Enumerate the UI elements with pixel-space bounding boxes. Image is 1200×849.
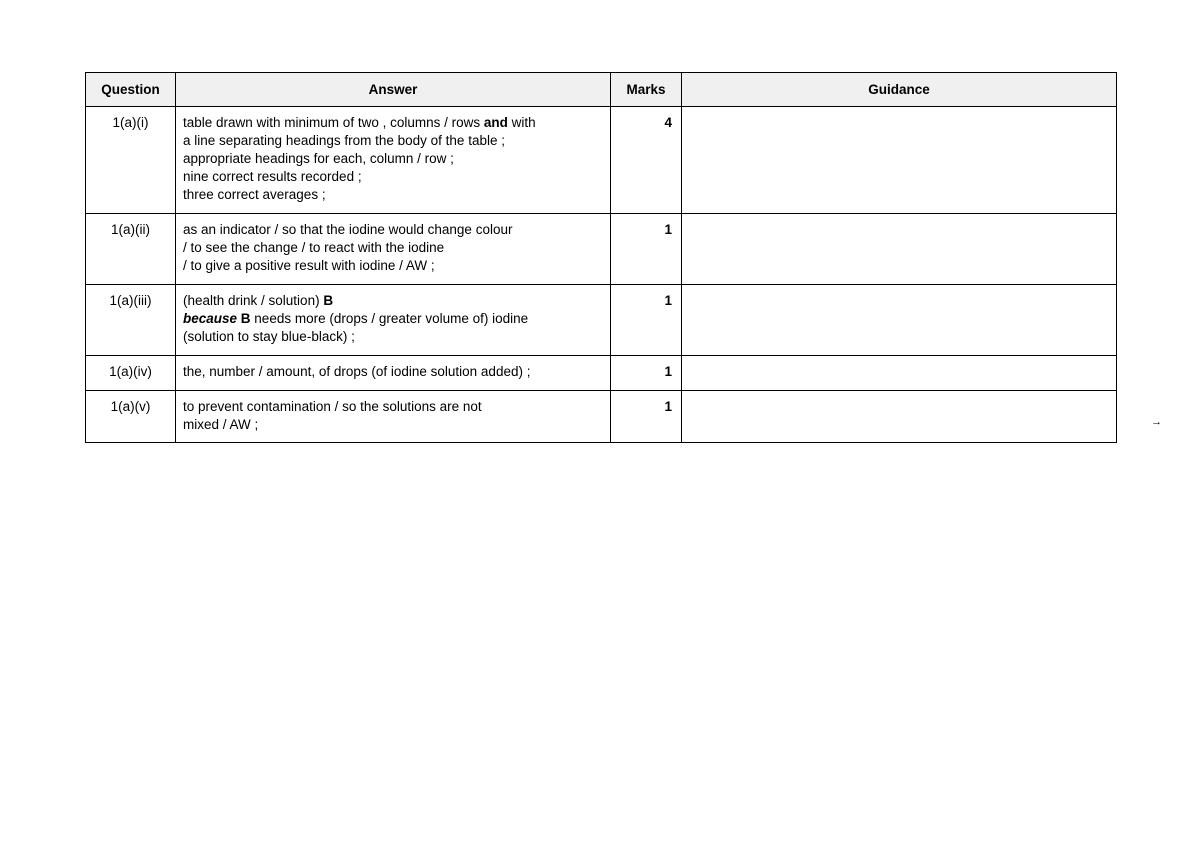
answer-line: as an indicator / so that the iodine would change colour xyxy=(183,222,513,237)
table-header xyxy=(86,73,1117,107)
table-row xyxy=(86,214,1117,285)
answer-line: the, number / amount, of drops (of iodine solution added) ; xyxy=(183,364,531,379)
answer-cell xyxy=(176,285,611,356)
answer-line: three correct averages ; xyxy=(183,187,326,202)
marks-value: 1 xyxy=(611,356,682,391)
header-marks: Marks xyxy=(611,73,682,107)
answer-line: (solution to stay blue-black) ; xyxy=(183,329,355,344)
guidance-cell xyxy=(682,285,1117,356)
table-row xyxy=(86,285,1117,356)
answer-text: needs more (drops / greater volume of) iodine xyxy=(250,311,529,326)
answer-cell xyxy=(176,214,611,285)
answer-line: / to see the change / to react with the iodine xyxy=(183,240,445,255)
marks-value: 1 xyxy=(611,391,682,443)
answer-line xyxy=(183,292,604,310)
answer-cell xyxy=(176,356,611,391)
question-number: 1(a)(ii) xyxy=(86,214,176,285)
answer-text: (health drink / solution) xyxy=(183,293,324,308)
answer-cell xyxy=(176,107,611,214)
mark-scheme-table xyxy=(85,72,1117,443)
question-number: 1(a)(iv) xyxy=(86,356,176,391)
answer-text: table drawn with minimum of two , columns / rows xyxy=(183,115,484,130)
table-row xyxy=(86,107,1117,214)
marks-value: 4 xyxy=(611,107,682,214)
answer-line xyxy=(183,114,604,132)
guidance-cell xyxy=(682,214,1117,285)
header-question: Question xyxy=(86,73,176,107)
table-row xyxy=(86,356,1117,391)
answer-line xyxy=(183,310,604,328)
question-number: 1(a)(i) xyxy=(86,107,176,214)
answer-bold-text: and xyxy=(483,115,508,130)
marks-value: 1 xyxy=(611,285,682,356)
header-answer: Answer xyxy=(176,73,611,107)
answer-bold-text: B xyxy=(237,311,251,326)
answer-line: nine correct results recorded ; xyxy=(183,169,362,184)
guidance-cell xyxy=(682,356,1117,391)
question-number: 1(a)(v) xyxy=(86,391,176,443)
answer-line: to prevent contamination / so the solutions are not xyxy=(183,399,482,414)
answer-line: mixed / AW ; xyxy=(183,417,259,432)
answer-italic-text: because xyxy=(183,311,238,326)
question-number: 1(a)(iii) xyxy=(86,285,176,356)
answer-cell xyxy=(176,391,611,443)
page-marker-arrow-icon: → xyxy=(1151,416,1162,428)
answer-bold-text: B xyxy=(323,293,334,308)
answer-text: with xyxy=(507,115,536,130)
table-row xyxy=(86,391,1117,443)
answer-line: / to give a positive result with iodine / AW ; xyxy=(183,258,435,273)
header-guidance: Guidance xyxy=(682,73,1117,107)
answer-line: a line separating headings from the body of the table ; xyxy=(183,133,505,148)
marks-value: 1 xyxy=(611,214,682,285)
guidance-cell xyxy=(682,391,1117,443)
guidance-cell xyxy=(682,107,1117,214)
answer-line: appropriate headings for each, column / row ; xyxy=(183,151,454,166)
